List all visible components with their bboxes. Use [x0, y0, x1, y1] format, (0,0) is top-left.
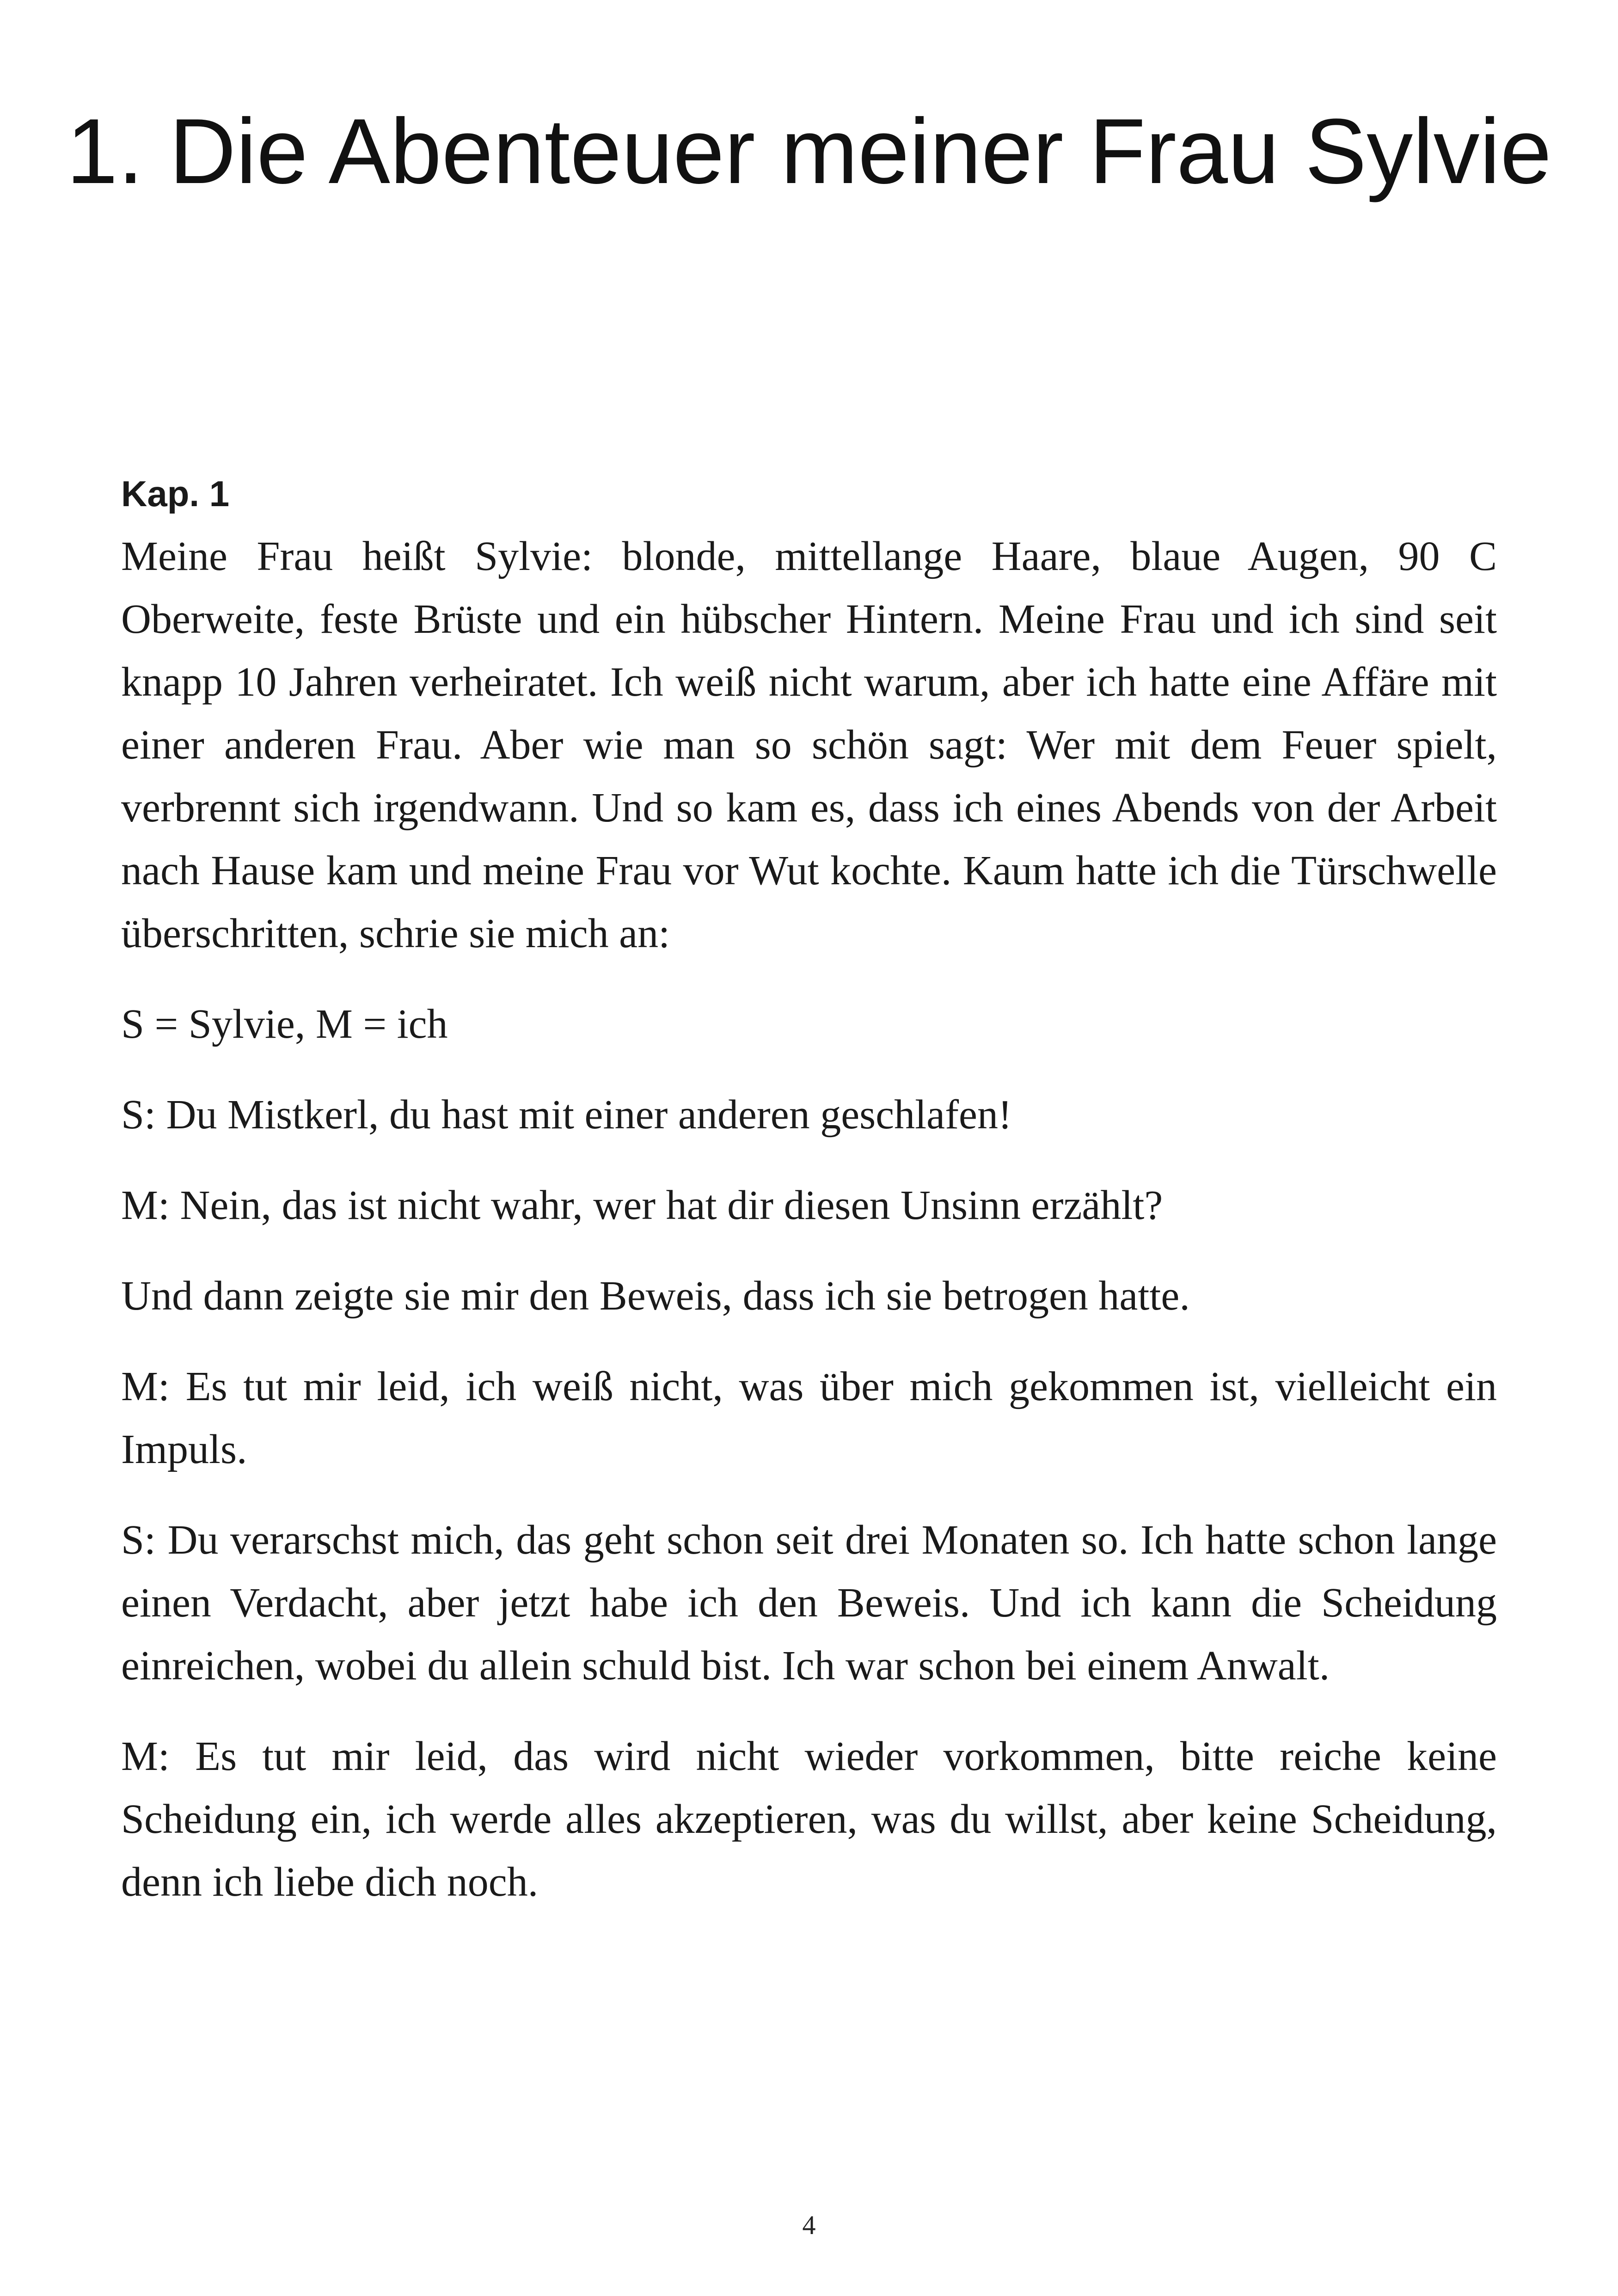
paragraph-dialogue-3: M: Es tut mir leid, ich weiß nicht, was über mich gekommen ist, vielleicht ein Impuls.: [121, 1364, 1497, 1472]
paragraph-dialogue-2: M: Nein, das ist nicht wahr, wer hat dir diesen Unsinn erzählt?: [121, 1182, 1163, 1228]
page-title: [0, 88, 1618, 215]
page-number: 4: [802, 2210, 816, 2240]
chapter-heading: Kap. 1: [121, 473, 230, 514]
paragraph-dialogue-5: M: Es tut mir leid, das wird nicht wieder vorkommen, bitte reiche keine Scheidung ein, ich werde alles akzeptieren, was du willst, aber keine Scheidung, denn ich liebe dich noch.: [121, 1733, 1497, 1905]
paragraph-narration: Und dann zeigte sie mir den Beweis, dass ich sie betrogen hatte.: [121, 1273, 1190, 1319]
paragraph-dialogue-4: S: Du verarschst mich, das geht schon seit drei Monaten so. Ich hatte schon lange einen Verdacht, aber jetzt habe ich den Beweis. Und ich kann die Scheidung einreichen, wobei du allein schuld bist. Ich war schon bei einem Anwalt.: [121, 1517, 1497, 1689]
paragraph-intro: Meine Frau heißt Sylvie: blonde, mittellange Haare, blaue Augen, 90 C Oberweite, feste Brüste und ein hübscher Hintern. Meine Frau und ich sind seit knapp 10 Jahren verheiratet. Ich weiß nicht warum, aber ich hatte eine Affäre mit einer anderen Frau. Aber wie man so schön sagt: Wer mit dem Feuer spielt, verbrennt sich irgendwann. Und so kam es, dass ich eines Abends von der Arbeit nach Hause kam und meine Frau vor Wut kochte. Kaum hatte ich die Türschwelle überschritten, schrie sie mich an:: [121, 533, 1497, 956]
paragraph-legend: S = Sylvie, M = ich: [121, 1001, 448, 1047]
page-title-text: 1. Die Abenteuer meiner Frau Sylvie: [66, 100, 1552, 203]
paragraph-dialogue-1: S: Du Mistkerl, du hast mit einer anderen geschlafen!: [121, 1092, 1012, 1138]
document-body: [121, 462, 1497, 1941]
